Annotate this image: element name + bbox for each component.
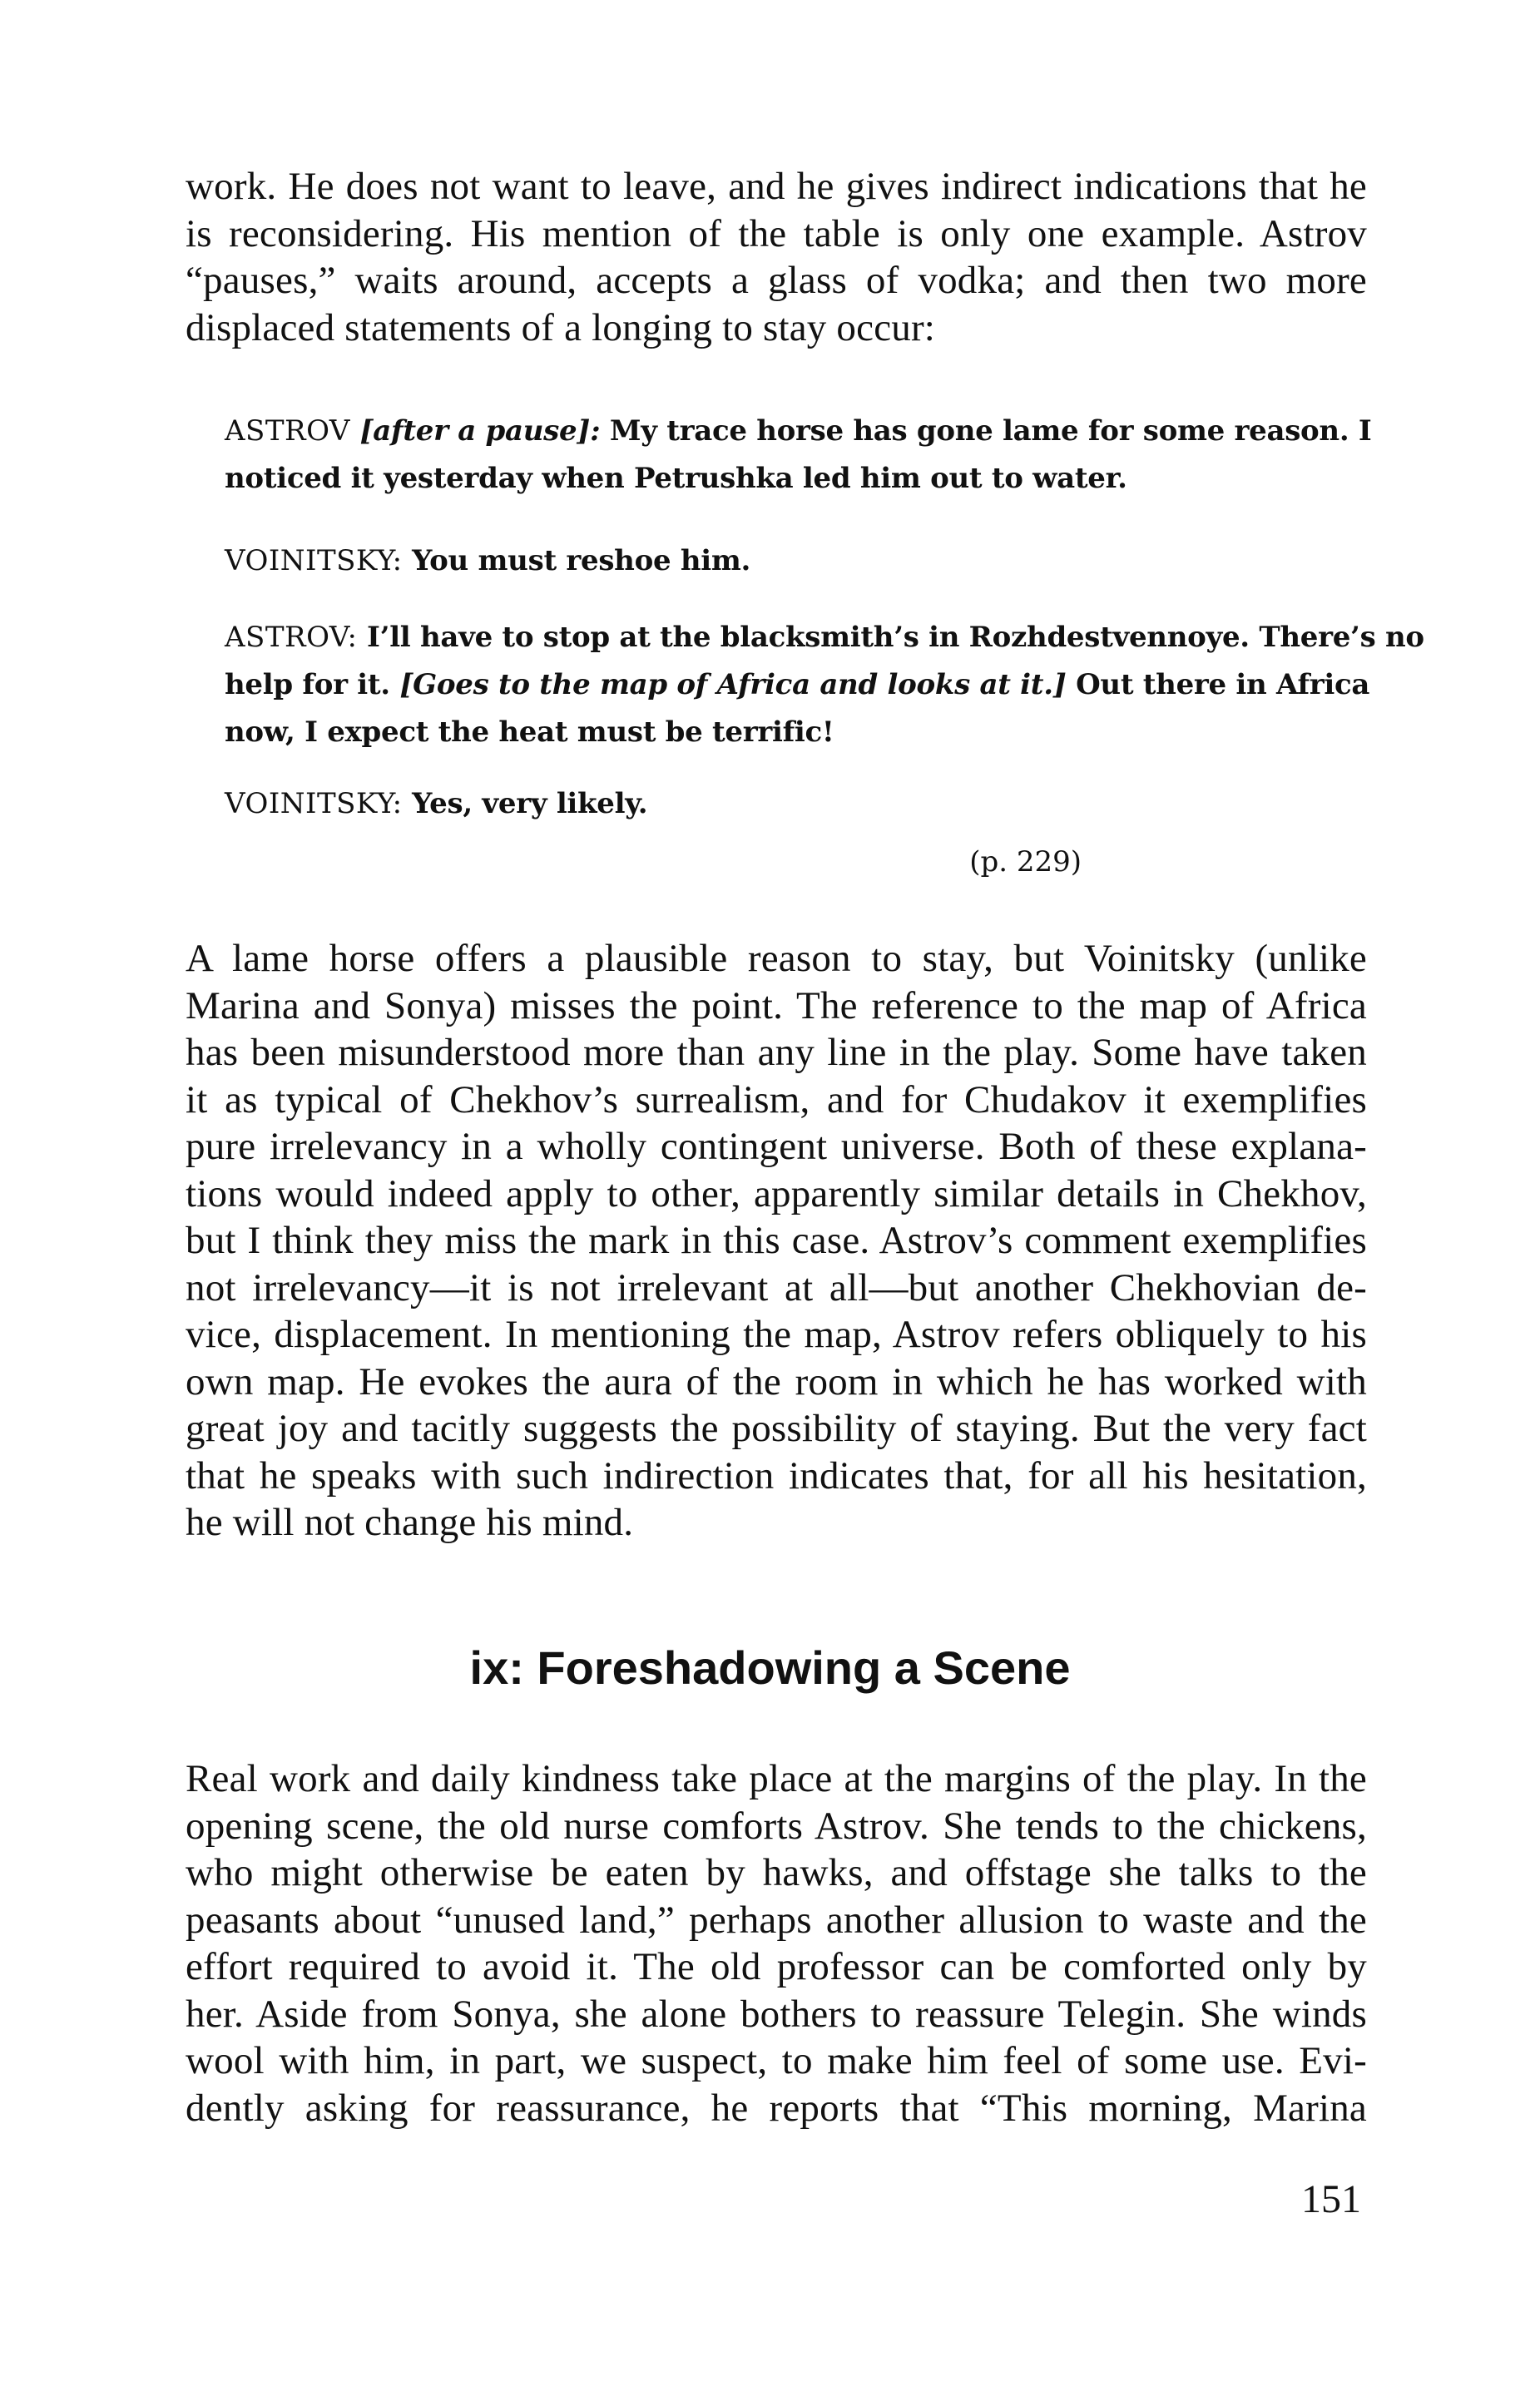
text-line: not irrelevancy—it is not irrelevant at all—but another Chekhovian de- <box>186 1265 1367 1309</box>
dialogue-line <box>225 614 1424 661</box>
text-line: great joy and tacitly suggests the possibility of staying. But the very fact <box>186 1407 1367 1450</box>
speaker-name: VOINITSKY: <box>225 544 403 577</box>
text-line: Marina and Sonya) misses the point. The reference to the map of Africa <box>186 983 1367 1027</box>
dialogue-line: noticed it yesterday when Petrushka led him out to water. <box>225 462 1127 495</box>
speaker-name: ASTROV <box>225 414 350 448</box>
text-line: wool with him, in part, we suspect, to make him feel of some use. Evi- <box>186 2039 1367 2082</box>
page-number: 151 <box>1301 2177 1361 2221</box>
text-line: pure irrelevancy in a wholly contingent universe. Both of these explana- <box>186 1125 1367 1168</box>
text-line: work. He does not want to leave, and he gives indirect indications that he <box>186 165 1367 208</box>
text-line: A lame horse offers a plausible reason to stay, but Voinitsky (unlike <box>186 937 1367 980</box>
text-line: vice, displacement. In mentioning the map, Astrov refers obliquely to his <box>186 1313 1367 1356</box>
page-citation: (p. 229) <box>969 845 1082 879</box>
text-line: effort required to avoid it. The old professor can be comforted only by <box>186 1945 1367 1988</box>
dialogue-line <box>225 537 1331 585</box>
dialogue-text: My trace horse has gone lame for some reason. I <box>609 414 1372 448</box>
dialogue-voinitsky-2 <box>225 780 1331 828</box>
stage-direction: [after a pause]: <box>359 414 601 448</box>
stage-direction: [Goes to the map of Africa and looks at it.] <box>399 668 1067 701</box>
text-line: “pauses,” waits around, accepts a glass of vodka; and then two more <box>186 259 1367 302</box>
dialogue-line <box>225 408 1372 455</box>
dialogue-text: Yes, very likely. <box>412 787 648 820</box>
dialogue-text: I’ll have to stop at the blacksmith’s in Rozhdestvennoye. There’s no <box>367 621 1424 654</box>
text-line: who might otherwise be eaten by hawks, and offstage she talks to the <box>186 1851 1367 1894</box>
paragraph-middle <box>186 935 1367 1547</box>
dialogue-line: now, I expect the heat must be terrific! <box>225 715 834 749</box>
text-line: has been misunderstood more than any line in the play. Some have taken <box>186 1031 1367 1074</box>
paragraph-top <box>186 163 1367 351</box>
dialogue-voinitsky-1 <box>225 537 1331 585</box>
speaker-name: ASTROV: <box>225 621 358 654</box>
text-line: own map. He evokes the aura of the room in which he has worked with <box>186 1359 1367 1404</box>
text-line: Real work and daily kindness take place at the margins of the play. In the <box>186 1757 1367 1800</box>
dialogue-astrov-1 <box>225 408 1372 502</box>
text-line: her. Aside from Sonya, she alone bothers to reassure Telegin. She winds <box>186 1992 1367 2036</box>
text-line: dently asking for reassurance, he reports that “This morning, Marina <box>186 2086 1367 2130</box>
text-line: peasants about “unused land,” perhaps another allusion to waste and the <box>186 1898 1367 1942</box>
text-line: he will not change his mind. <box>186 1501 634 1544</box>
text-line: but I think they miss the mark in this case. Astrov’s comment exemplifies <box>186 1219 1367 1262</box>
section-heading: ix: Foreshadowing a Scene <box>469 1641 1071 1694</box>
text-line: that he speaks with such indirection indicates that, for all his hesitation, <box>186 1453 1367 1498</box>
text-line: it as typical of Chekhov’s surrealism, and for Chudakov it exemplifies <box>186 1077 1367 1121</box>
text-line: opening scene, the old nurse comforts Astrov. She tends to the chickens, <box>186 1804 1367 1848</box>
speaker-name: VOINITSKY: <box>225 787 403 820</box>
dialogue-text: Out there in Africa <box>1076 668 1370 701</box>
dialogue-text: help for it. <box>225 668 390 701</box>
text-line: tions would indeed apply to other, apparently similar details in Chekhov, <box>186 1171 1367 1215</box>
text-line: displaced statements of a longing to stay occur: <box>186 305 936 349</box>
dialogue-line <box>225 661 1370 709</box>
dialogue-line <box>225 780 1331 828</box>
dialogue-astrov-2 <box>225 614 1424 756</box>
dialogue-text: You must reshoe him. <box>412 544 751 577</box>
paragraph-bottom <box>186 1755 1367 2131</box>
text-line: is reconsidering. His mention of the table is only one example. Astrov <box>186 211 1367 255</box>
